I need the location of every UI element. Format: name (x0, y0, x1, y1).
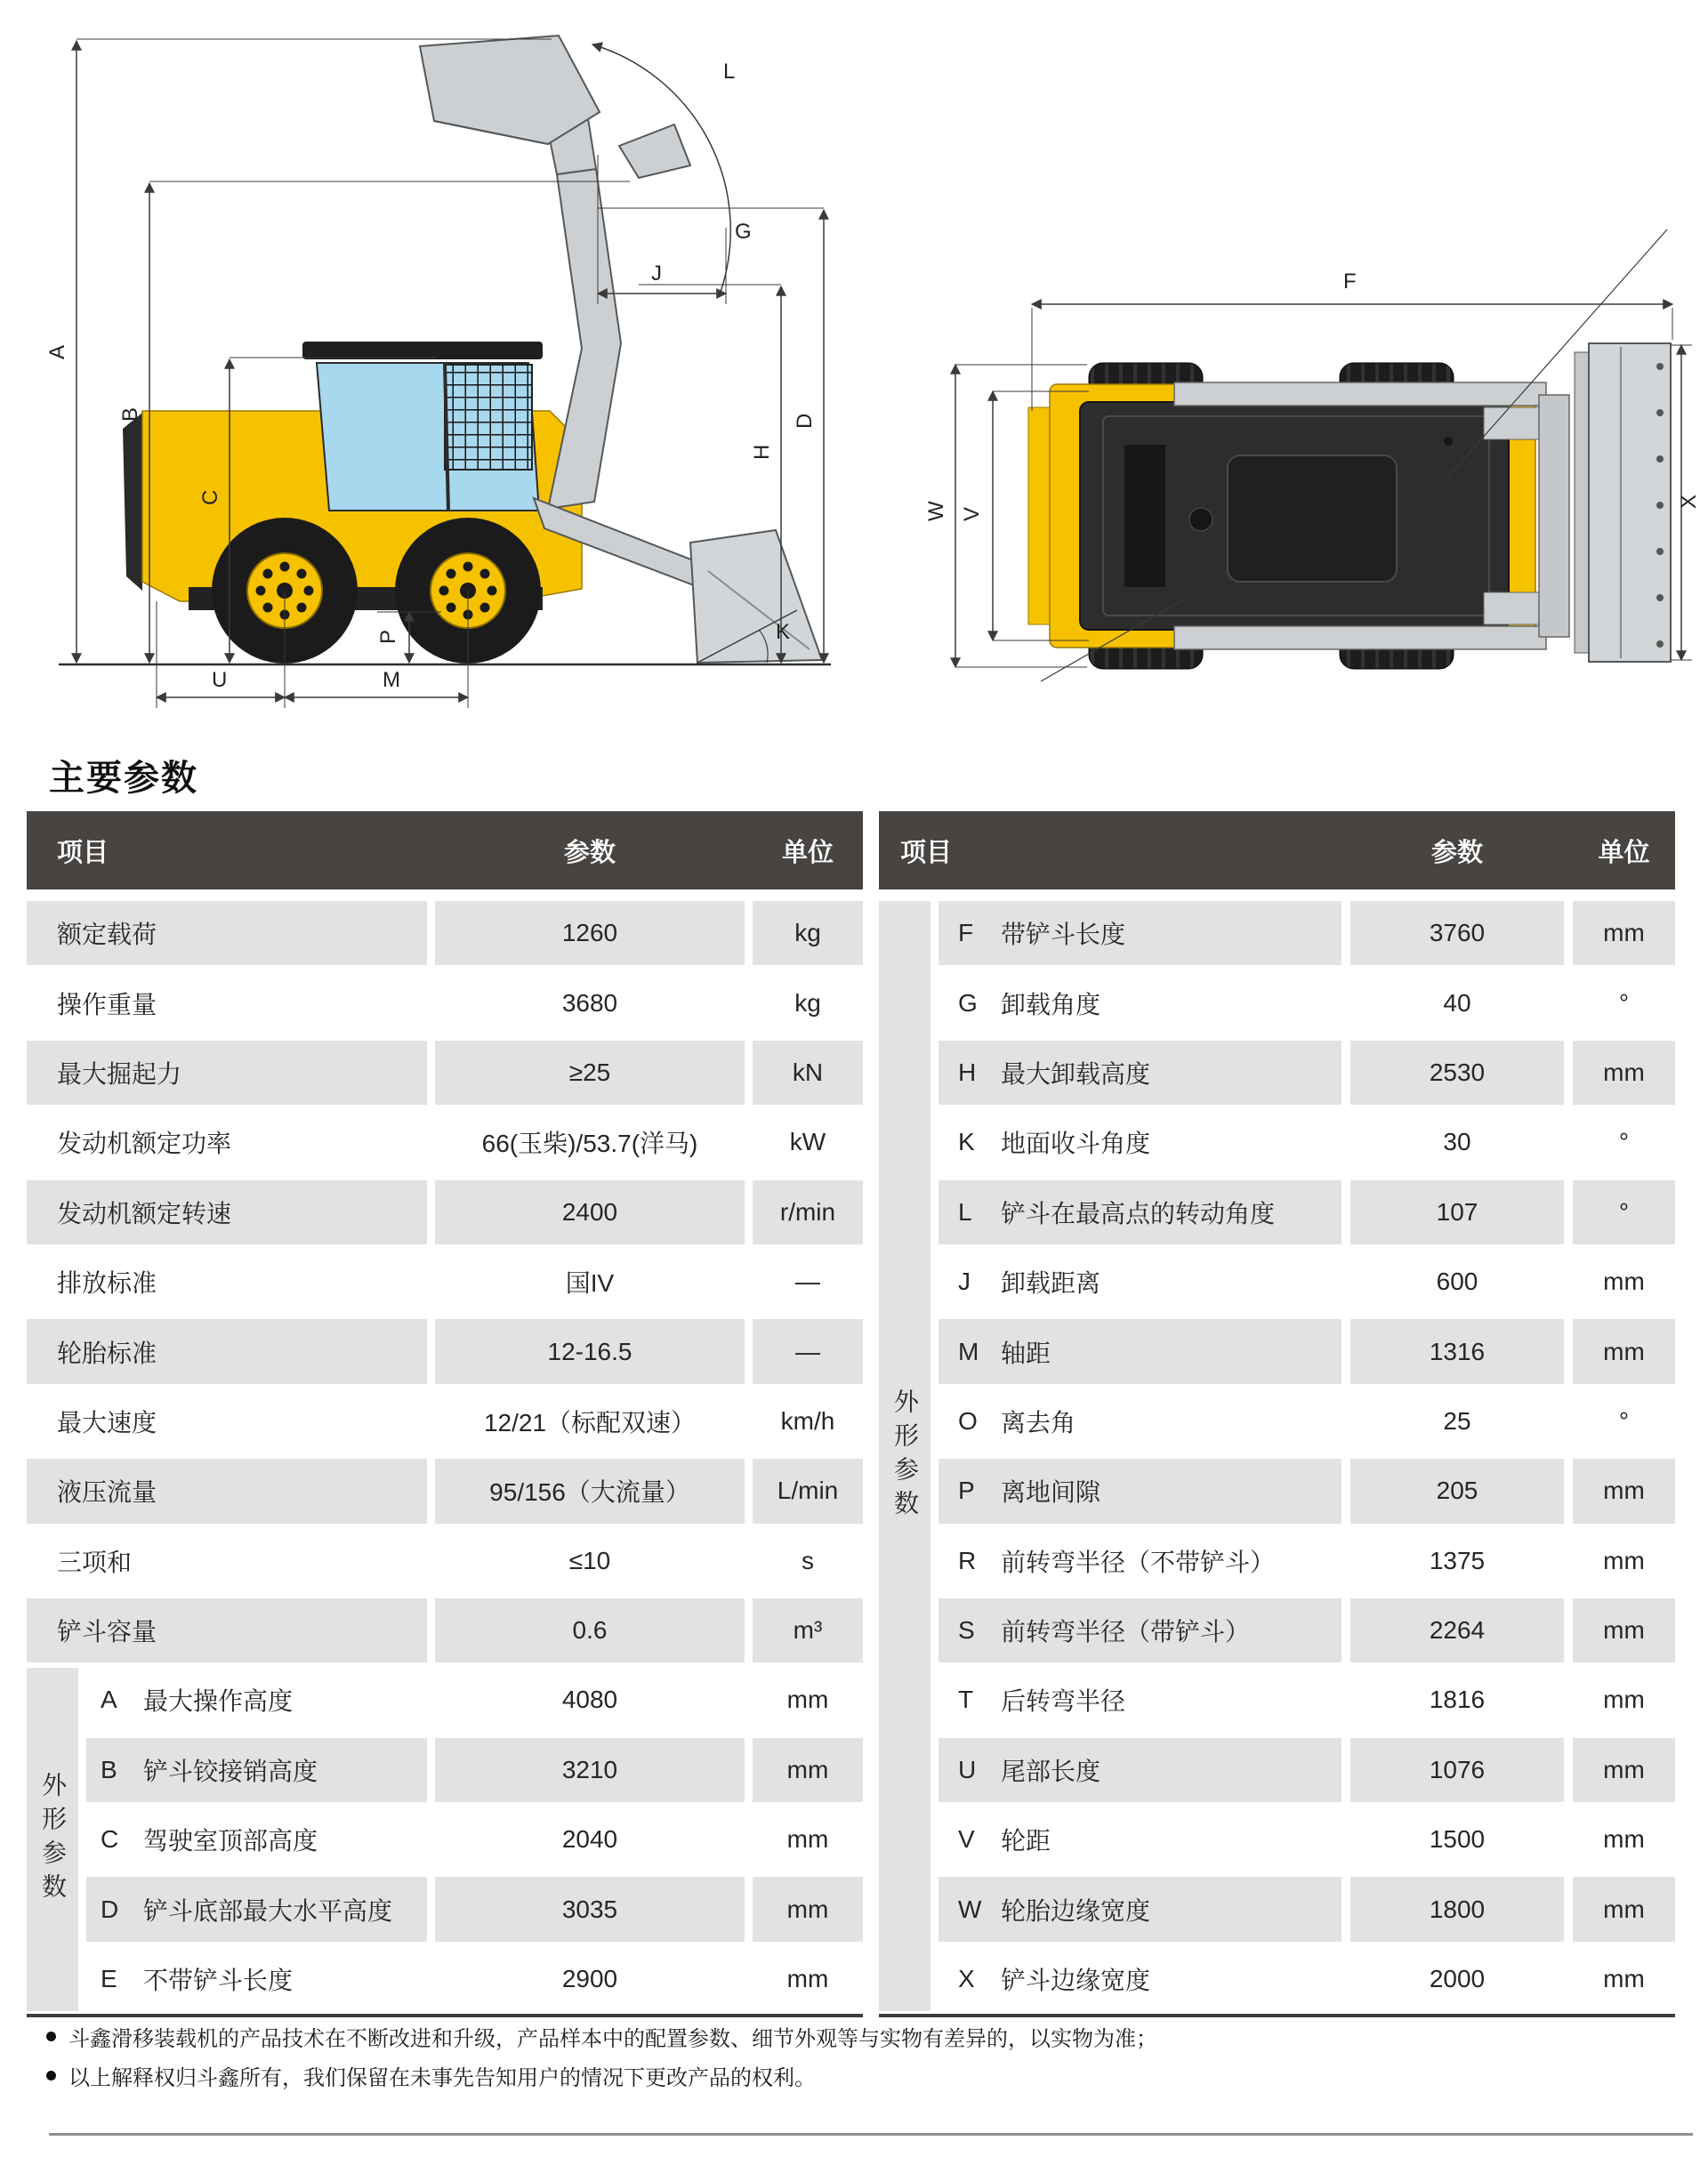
row-key-letter: A (101, 1686, 117, 1714)
dim-label-U: U (212, 668, 228, 692)
row-key-letter: H (958, 1058, 977, 1086)
row-key-letter: V (958, 1825, 975, 1854)
table-row (27, 898, 863, 968)
row-label-text: 尾部长度 (1001, 1757, 1101, 1785)
row-label (27, 1180, 427, 1244)
row-unit: mm (1573, 1459, 1675, 1523)
dim-label-W: W (924, 501, 948, 521)
row-value: 4080 (561, 1686, 618, 1714)
row-key-letter: S (958, 1616, 975, 1645)
row-unit: kN (753, 1041, 863, 1105)
left-table-header (27, 811, 863, 889)
row-value: 3210 (435, 1738, 745, 1802)
table-row (939, 1387, 1675, 1456)
row-label-text: 轮距 (1001, 1827, 1051, 1855)
dim-label-D: D (793, 413, 817, 429)
row-unit: — (753, 1319, 863, 1383)
row-value: 国IV (565, 1269, 615, 1298)
row-label-text: 卸载角度 (1001, 990, 1101, 1018)
table-row (27, 1596, 863, 1665)
table-row (27, 1038, 863, 1107)
row-value: 3035 (435, 1877, 745, 1941)
row-unit: ° (1573, 1180, 1675, 1244)
row-label-text: 最大掘起力 (57, 1059, 182, 1088)
row-label-text: 不带铲斗长度 (143, 1967, 294, 1995)
row-key-letter: R (958, 1546, 977, 1574)
row-unit: mm (1603, 1268, 1645, 1296)
row-value: 2264 (1350, 1598, 1564, 1662)
row-value: 1800 (1350, 1877, 1564, 1941)
row-value: 95/156（大流量） (435, 1459, 745, 1523)
spec-table-left (27, 811, 863, 2017)
row-key-letter: T (958, 1686, 974, 1714)
row-unit: — (795, 1268, 820, 1296)
table-row (86, 1665, 863, 1734)
row-unit: mm (1573, 1738, 1675, 1802)
table-row (939, 1944, 1675, 2014)
row-label (939, 1180, 1341, 1244)
row-label (86, 1807, 427, 1871)
row-value: 30 (1443, 1128, 1471, 1156)
table-row (27, 1316, 863, 1386)
rear-panel (123, 413, 142, 591)
row-label (939, 1319, 1341, 1383)
row-key-letter: L (958, 1197, 972, 1226)
row-unit: ° (1618, 1128, 1630, 1156)
right-table-rows (939, 898, 1675, 2014)
row-unit: m³ (753, 1598, 863, 1662)
row-key-letter: P (958, 1477, 975, 1505)
table-row (939, 1456, 1675, 1525)
row-label (27, 1319, 427, 1383)
header-param: 参数 (563, 838, 616, 867)
row-value: 1816 (1429, 1686, 1486, 1714)
row-label-text: 前转弯半径（不带铲斗） (1001, 1548, 1276, 1576)
table-row (939, 1316, 1675, 1386)
row-unit: mm (1603, 1825, 1645, 1854)
roof-bolt (1444, 437, 1453, 446)
row-value: 1316 (1350, 1319, 1564, 1383)
row-label (939, 1459, 1341, 1523)
attach-plate (1539, 395, 1569, 637)
left-table-group-rows (86, 1665, 863, 2014)
bullet-icon (46, 2071, 56, 2080)
footnote-text: 斗鑫滑移装载机的产品技术在不断改进和升级，产品样本中的配置参数、细节外观等与实物有差异的，以实物为准； (68, 2027, 1157, 2051)
group-label-dimension-params (27, 1668, 78, 2011)
row-value: 205 (1350, 1459, 1564, 1523)
row-unit: mm (1603, 1686, 1645, 1714)
row-value: ≥25 (435, 1041, 745, 1105)
row-label (939, 1250, 1341, 1314)
row-unit: kW (789, 1128, 826, 1156)
row-key-letter: G (958, 988, 978, 1017)
table-row (939, 1874, 1675, 1944)
row-value: 3680 (561, 988, 618, 1017)
dim-label-G: G (735, 220, 752, 244)
row-label-text: 轴距 (1001, 1339, 1051, 1367)
row-unit: kg (753, 901, 863, 965)
row-key-letter: X (958, 1965, 975, 1993)
row-label (939, 970, 1341, 1034)
row-unit: mm (1573, 1041, 1675, 1105)
row-value: 107 (1350, 1180, 1564, 1244)
row-label-text: 后转弯半径 (1001, 1687, 1126, 1716)
header-unit: 单位 (781, 838, 834, 867)
row-label-text: 铲斗容量 (57, 1618, 157, 1646)
row-key-letter: U (958, 1755, 977, 1783)
table-row (939, 1596, 1675, 1665)
right-table-bottom-border (879, 2014, 1675, 2017)
row-label (939, 1110, 1341, 1174)
row-label-text: 离地间隙 (1001, 1478, 1101, 1507)
row-label-text: 铲斗底部最大水平高度 (143, 1896, 393, 1925)
footnote-text: 以上解释权归斗鑫所有，我们保留在未事先告知用户的情况下更改产品的权利。 (68, 2066, 816, 2090)
row-label (27, 970, 427, 1034)
row-label (27, 1041, 427, 1105)
row-label (27, 1389, 427, 1453)
group-label-text: 外形参数 (891, 1388, 919, 1525)
bucket-back-plate (1575, 352, 1589, 653)
row-label (86, 1668, 427, 1732)
row-unit: kg (794, 988, 821, 1017)
row-label (939, 1877, 1341, 1941)
row-unit: mm (1573, 901, 1675, 965)
row-label-text: 铲斗在最高点的转动角度 (1001, 1199, 1276, 1227)
row-key-letter: W (958, 1895, 982, 1923)
row-unit: mm (1573, 1598, 1675, 1662)
footnote-line (46, 2060, 816, 2091)
row-label-text: 三项和 (57, 1548, 133, 1576)
table-row (939, 1526, 1675, 1596)
table-row (27, 1387, 863, 1456)
row-key-letter: F (958, 919, 974, 947)
row-value: ≤10 (568, 1546, 611, 1574)
header-unit: 单位 (1598, 838, 1650, 867)
row-value: 1375 (1429, 1546, 1486, 1574)
row-unit: mm (786, 1965, 829, 1993)
link-left (1484, 407, 1539, 439)
row-label (939, 1598, 1341, 1662)
row-label (27, 1110, 427, 1174)
row-label-text: 地面收斗角度 (1001, 1130, 1151, 1158)
row-label (939, 1389, 1341, 1453)
row-value: 1260 (435, 901, 745, 965)
dim-label-X: X (1677, 494, 1701, 509)
dim-label-V: V (960, 506, 984, 521)
row-value: 12/21（标配双速） (483, 1408, 697, 1437)
dim-label-F: F (1343, 270, 1357, 294)
footnote-line (46, 2021, 1157, 2052)
dim-label-A: A (45, 344, 69, 359)
table-row (86, 1735, 863, 1805)
row-label-text: 驾驶室顶部高度 (143, 1827, 318, 1855)
row-value: 2530 (1350, 1041, 1564, 1105)
row-label-text: 带铲斗长度 (1001, 921, 1126, 949)
row-unit: ° (1618, 988, 1630, 1017)
row-value: 2900 (561, 1965, 618, 1993)
row-label-text: 前转弯半径（带铲斗） (1001, 1618, 1251, 1646)
right-table-header (879, 811, 1675, 889)
row-unit: r/min (753, 1180, 863, 1244)
dim-label-K: K (776, 620, 791, 644)
row-value: 12-16.5 (435, 1319, 745, 1383)
table-row (86, 1805, 863, 1874)
group-label-dimension-params (879, 901, 931, 2011)
table-row (939, 1107, 1675, 1177)
dim-label-H: H (750, 444, 774, 460)
row-label (939, 1529, 1341, 1593)
row-value: 66(玉柴)/53.7(洋马) (481, 1130, 698, 1158)
group-label-text: 外形参数 (39, 1772, 67, 1908)
dim-label-B: B (118, 406, 142, 422)
dim-label-P: P (376, 629, 400, 644)
bucket-raised (420, 36, 600, 144)
row-key-letter: C (101, 1825, 119, 1854)
row-unit: km/h (780, 1406, 835, 1435)
loader-side-machine (123, 36, 822, 664)
row-unit: mm (1603, 1965, 1645, 1993)
row-label-text: 最大速度 (57, 1408, 157, 1437)
row-value: 2040 (561, 1825, 618, 1854)
row-label (939, 1041, 1341, 1105)
row-value: 1500 (1429, 1825, 1486, 1854)
spec-table-right (879, 811, 1675, 2017)
header-item: 项目 (57, 838, 109, 867)
row-label-text: 离去角 (1001, 1408, 1076, 1437)
row-unit: mm (1603, 1546, 1645, 1574)
row-label-text: 轮胎边缘宽度 (1001, 1896, 1151, 1925)
row-label (27, 1598, 427, 1662)
row-unit: mm (786, 1825, 829, 1854)
row-label (939, 1947, 1341, 2011)
table-row (27, 1526, 863, 1596)
left-table-rows (27, 898, 863, 1665)
row-unit: ° (1618, 1406, 1630, 1435)
row-key-letter: B (101, 1755, 117, 1783)
left-table-group-section (27, 1665, 863, 2014)
roof-vent (1124, 445, 1165, 587)
bullet-icon (46, 2032, 56, 2041)
table-row (86, 1874, 863, 1944)
row-label-text: 铲斗边缘宽度 (1001, 1967, 1151, 1995)
row-value: 0.6 (435, 1598, 745, 1662)
row-unit: mm (753, 1738, 863, 1802)
row-label-text: 轮胎标准 (57, 1339, 157, 1367)
dim-label-M: M (383, 668, 400, 692)
row-value: 2400 (435, 1180, 745, 1244)
row-label-text: 发动机额定功率 (57, 1130, 232, 1158)
header-param: 参数 (1430, 838, 1483, 867)
row-key-letter: K (958, 1128, 975, 1156)
row-label-text: 液压流量 (57, 1478, 157, 1507)
cab-mesh-grid (445, 365, 532, 470)
table-row (86, 1944, 863, 2014)
table-row (939, 1178, 1675, 1247)
roof-hatch (1228, 455, 1397, 582)
row-unit: L/min (753, 1459, 863, 1523)
top-view-diagram (914, 178, 1706, 689)
row-unit: mm (1573, 1877, 1675, 1941)
row-value: 1076 (1350, 1738, 1564, 1802)
boom-arm-right (1174, 626, 1546, 649)
dim-label-L: L (723, 60, 736, 84)
row-label-text: 排放标准 (57, 1269, 157, 1298)
page-title: 主要参数 (49, 759, 198, 798)
roof-cap (1189, 508, 1213, 531)
right-table-section (879, 898, 1675, 2014)
link-right (1484, 592, 1539, 624)
left-table-bottom-border (27, 2014, 863, 2017)
row-label-text: 操作重量 (57, 990, 157, 1018)
boom-raised (548, 169, 621, 509)
table-row (939, 898, 1675, 968)
row-value: 600 (1436, 1268, 1478, 1296)
row-label (27, 1459, 427, 1523)
row-key-letter: M (958, 1337, 979, 1365)
row-unit: mm (753, 1877, 863, 1941)
row-label (939, 1807, 1341, 1871)
row-unit: mm (1573, 1319, 1675, 1383)
cab-roof (302, 342, 543, 359)
table-row (939, 1805, 1675, 1874)
row-label (939, 1738, 1341, 1802)
table-row (939, 1247, 1675, 1316)
row-key-letter: O (958, 1406, 978, 1435)
row-value: 40 (1443, 988, 1471, 1017)
row-label (86, 1738, 427, 1802)
row-key-letter: D (101, 1895, 119, 1923)
row-label (939, 1668, 1341, 1732)
row-label-text: 卸载距离 (1001, 1269, 1101, 1298)
row-label-text: 额定载荷 (57, 921, 157, 949)
table-row (27, 1247, 863, 1316)
row-label-text: 最大操作高度 (143, 1687, 294, 1716)
spill-guard (619, 125, 690, 178)
side-view-diagram (18, 11, 863, 727)
row-label-text: 铲斗铰接销高度 (143, 1757, 318, 1785)
table-row (27, 1456, 863, 1525)
row-unit: mm (786, 1686, 829, 1714)
table-row (939, 968, 1675, 1037)
table-row (939, 1038, 1675, 1107)
row-label (86, 1877, 427, 1941)
row-label (86, 1947, 427, 2011)
row-label (27, 1529, 427, 1593)
row-value: 3760 (1350, 901, 1564, 965)
header-item: 项目 (900, 838, 953, 867)
dim-label-C: C (198, 489, 222, 505)
table-row (939, 1665, 1675, 1734)
table-row (27, 1178, 863, 1247)
table-row (939, 1735, 1675, 1805)
row-label (27, 901, 427, 965)
row-value: 2000 (1429, 1965, 1486, 1993)
dim-label-J: J (651, 262, 662, 286)
row-label (939, 901, 1341, 965)
row-key-letter: J (958, 1268, 971, 1296)
row-label-text: 最大卸载高度 (1001, 1059, 1151, 1088)
page-bottom-divider (49, 2133, 1693, 2136)
row-key-letter: E (101, 1965, 117, 1993)
row-unit: s (802, 1546, 814, 1574)
loader-top-machine (1028, 343, 1671, 669)
row-value: 25 (1443, 1406, 1471, 1435)
row-label (27, 1250, 427, 1314)
table-row (27, 968, 863, 1037)
boom-arm-left (1174, 382, 1546, 406)
table-row (27, 1107, 863, 1177)
row-label-text: 发动机额定转速 (57, 1199, 232, 1227)
